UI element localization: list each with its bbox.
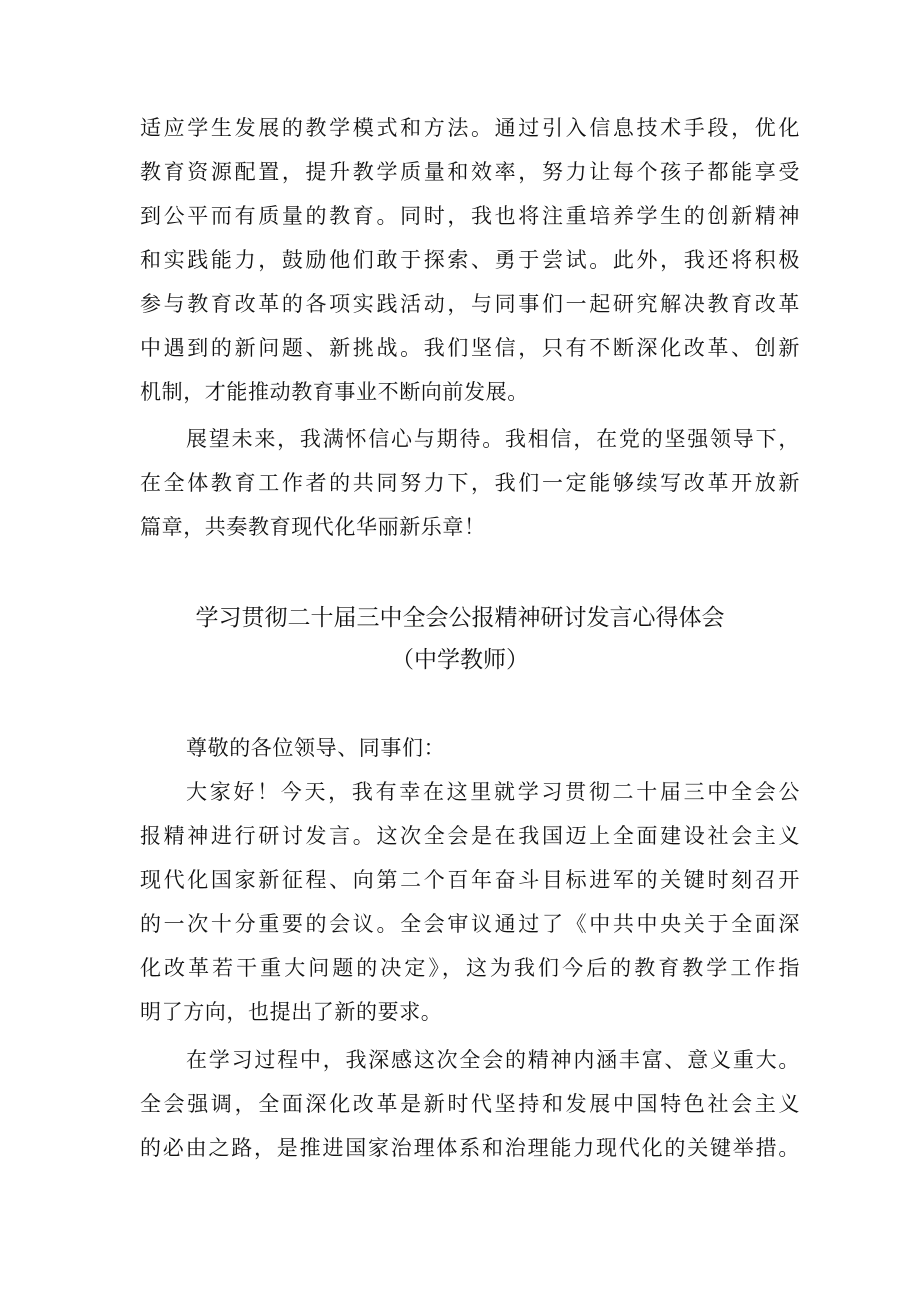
paragraph-line: 和实践能力，鼓励他们敢于探索、勇于尝试。此外，我还将积极 bbox=[140, 248, 800, 272]
paragraph-line: 参与教育改革的各项实践活动，与同事们一起研究解决教育改革 bbox=[140, 292, 800, 316]
paragraph-line: 到公平而有质量的教育。同时，我也将注重培养学生的创新精神 bbox=[140, 204, 800, 228]
paragraph-line: 在学习过程中，我深感这次全会的精神内涵丰富、意义重大。 bbox=[186, 1048, 800, 1072]
paragraph-line: 教育资源配置，提升教学质量和效率，努力让每个孩子都能享受 bbox=[140, 160, 800, 184]
paragraph-line: 现代化国家新征程、向第二个百年奋斗目标进军的关键时刻召开 bbox=[140, 868, 800, 892]
continuation-paragraph bbox=[140, 106, 800, 414]
salutation bbox=[140, 726, 800, 770]
article-subtitle: （中学教师） bbox=[391, 647, 529, 673]
paragraph-line: 适应学生发展的教学模式和方法。通过引入信息技术手段，优化 bbox=[140, 116, 800, 140]
paragraph-line: 中遇到的新问题、新挑战。我们坚信，只有不断深化改革、创新 bbox=[140, 336, 800, 360]
paragraph-line: 的一次十分重要的会议。全会审议通过了《中共中央关于全面深 bbox=[140, 912, 800, 936]
paragraph-line: 在全体教育工作者的共同努力下，我们一定能够续写改革开放新 bbox=[140, 471, 800, 495]
paragraph-line: 的必由之路，是推进国家治理体系和治理能力现代化的关键举措。 bbox=[140, 1136, 800, 1160]
paragraph-line: 机制，才能推动教育事业不断向前发展。 bbox=[140, 380, 529, 404]
paragraph-line: 大家好！今天，我有幸在这里就学习贯彻二十届三中全会公 bbox=[186, 780, 800, 804]
paragraph-study bbox=[140, 1038, 800, 1170]
paragraph-line: 展望未来，我满怀信心与期待。我相信，在党的坚强领导下， bbox=[186, 427, 800, 451]
paragraph-line: 明了方向，也提出了新的要求。 bbox=[140, 1000, 443, 1024]
paragraph-intro bbox=[140, 770, 800, 1034]
paragraph-line: 化改革若干重大问题的决定》，这为我们今后的教育教学工作指 bbox=[140, 956, 800, 980]
paragraph-line: 篇章，共奏教育现代化华丽新乐章！ bbox=[140, 515, 486, 539]
article-title: 学习贯彻二十届三中全会公报精神研讨发言心得体会 bbox=[195, 605, 725, 631]
salutation-line: 尊敬的各位领导、同事们： bbox=[186, 736, 446, 760]
paragraph-line: 报精神进行研讨发言。这次全会是在我国迈上全面建设社会主义 bbox=[140, 824, 800, 848]
outlook-paragraph bbox=[140, 417, 800, 549]
paragraph-line: 全会强调，全面深化改革是新时代坚持和发展中国特色社会主义 bbox=[140, 1092, 800, 1116]
